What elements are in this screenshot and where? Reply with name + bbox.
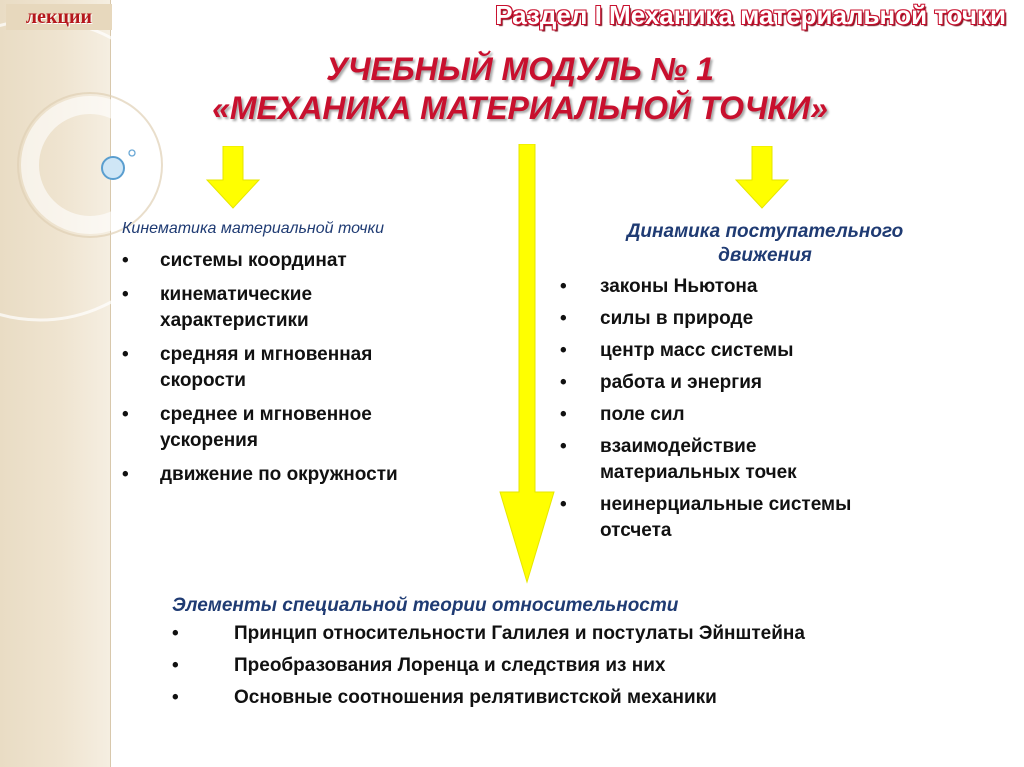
bullet-icon: • bbox=[122, 464, 129, 485]
title-line-1: УЧЕБНЫЙ МОДУЛЬ № 1 bbox=[326, 51, 714, 87]
list-item-text: центр масс системы bbox=[600, 340, 794, 361]
list-item bbox=[560, 338, 960, 364]
list-item-text: законы Ньютона bbox=[600, 276, 758, 297]
dynamics-list bbox=[560, 274, 960, 544]
list-item-text: силы в природе bbox=[600, 308, 754, 329]
list-item bbox=[560, 306, 960, 332]
bullet-icon: • bbox=[122, 344, 129, 365]
list-item bbox=[560, 492, 960, 544]
dynamics-block bbox=[560, 220, 960, 550]
list-item-text: системы координат bbox=[160, 250, 347, 271]
list-item bbox=[172, 621, 972, 647]
title-line-2: «МЕХАНИКА МАТЕРИАЛЬНОЙ ТОЧКИ» bbox=[212, 90, 828, 126]
bullet-icon: • bbox=[122, 284, 129, 305]
list-item bbox=[122, 342, 522, 394]
bullet-icon: • bbox=[560, 276, 567, 297]
arrow-down-icon bbox=[205, 146, 261, 210]
relativity-list bbox=[172, 621, 972, 711]
relativity-heading: Элементы специальной теории относительности bbox=[172, 595, 679, 616]
list-item-text: движение по окружности bbox=[160, 464, 398, 485]
list-item-text: кинематические характеристики bbox=[160, 284, 313, 331]
list-item-text: поле сил bbox=[600, 404, 685, 425]
bullet-icon: • bbox=[172, 623, 179, 644]
list-item bbox=[122, 248, 522, 274]
list-item bbox=[122, 282, 522, 334]
list-item-text: Основные соотношения релятивистской механики bbox=[234, 687, 717, 708]
list-item bbox=[560, 434, 960, 486]
arrow-down-icon bbox=[734, 146, 790, 210]
list-item bbox=[560, 274, 960, 300]
page-title bbox=[110, 50, 930, 128]
bullet-icon: • bbox=[560, 436, 567, 457]
list-item-text: Преобразования Лоренца и следствия из них bbox=[234, 655, 666, 676]
list-item-text: взаимодействие материальных точек bbox=[600, 436, 797, 483]
kinematics-block bbox=[122, 218, 522, 496]
list-item bbox=[122, 402, 522, 454]
list-item-text: неинерциальные системы отсчета bbox=[600, 494, 852, 541]
list-item-text: средняя и мгновенная скорости bbox=[160, 344, 373, 391]
list-item bbox=[122, 462, 522, 488]
bullet-icon: • bbox=[122, 250, 129, 271]
kinematics-heading: Кинематика материальной точки bbox=[122, 220, 384, 237]
list-item-text: работа и энергия bbox=[600, 372, 762, 393]
bullet-icon: • bbox=[172, 687, 179, 708]
relativity-block bbox=[172, 593, 972, 717]
dynamics-heading: Динамика поступательного движения bbox=[626, 221, 904, 266]
lectures-label: лекции bbox=[6, 4, 112, 30]
bullet-icon: • bbox=[172, 655, 179, 676]
bullet-icon: • bbox=[122, 404, 129, 425]
bullet-icon: • bbox=[560, 494, 567, 515]
list-item bbox=[560, 402, 960, 428]
kinematics-list bbox=[122, 248, 522, 488]
section-title: Раздел I Механика материальной точки bbox=[495, 0, 1006, 30]
list-item-text: среднее и мгновенное ускорения bbox=[160, 404, 372, 451]
list-item-text: Принцип относительности Галилея и постулаты Эйнштейна bbox=[234, 623, 805, 644]
bullet-icon: • bbox=[560, 340, 567, 361]
bullet-icon: • bbox=[560, 372, 567, 393]
bullet-icon: • bbox=[560, 308, 567, 329]
list-item bbox=[172, 685, 972, 711]
list-item bbox=[560, 370, 960, 396]
bullet-icon: • bbox=[560, 404, 567, 425]
list-item bbox=[172, 653, 972, 679]
